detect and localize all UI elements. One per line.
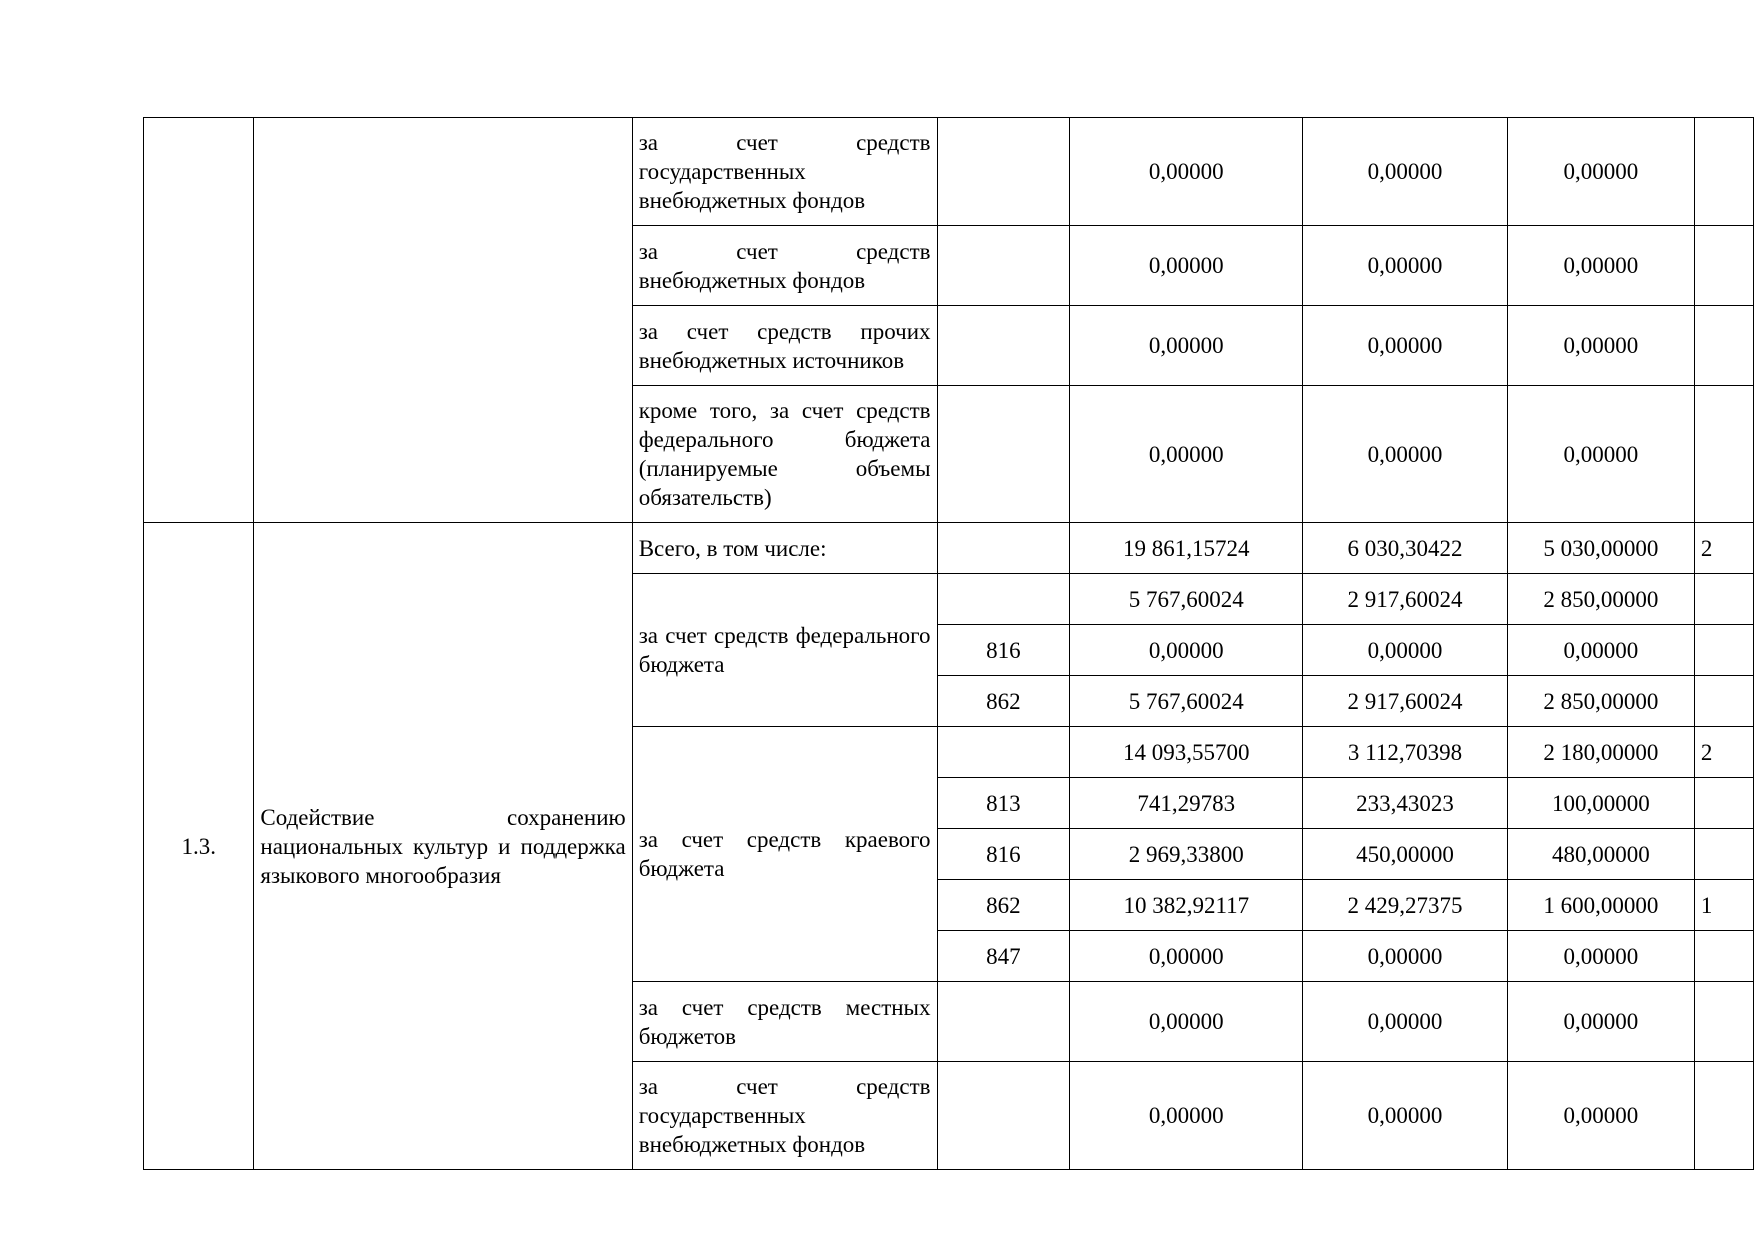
value-cell: 2 850,00000 bbox=[1507, 676, 1694, 727]
value-cell: 5 767,60024 bbox=[1070, 574, 1303, 625]
code-cell: 862 bbox=[937, 880, 1070, 931]
value-cell: 0,00000 bbox=[1070, 306, 1303, 386]
value-cell: 14 093,55700 bbox=[1070, 727, 1303, 778]
code-cell bbox=[937, 1062, 1070, 1170]
value-cell-cut: 2 bbox=[1694, 727, 1753, 778]
value-cell: 0,00000 bbox=[1507, 386, 1694, 523]
value-cell-cut bbox=[1694, 118, 1753, 226]
source-label: за счет средств прочих внебюджетных источников bbox=[632, 306, 937, 386]
value-cell-cut bbox=[1694, 306, 1753, 386]
value-cell: 5 767,60024 bbox=[1070, 676, 1303, 727]
code-cell: 862 bbox=[937, 676, 1070, 727]
value-cell-cut bbox=[1694, 931, 1753, 982]
value-cell: 0,00000 bbox=[1507, 226, 1694, 306]
value-cell: 0,00000 bbox=[1303, 306, 1508, 386]
value-cell-cut bbox=[1694, 982, 1753, 1062]
regional-label: за счет средств краевого бюджета bbox=[632, 727, 937, 982]
value-cell-cut bbox=[1694, 1062, 1753, 1170]
value-cell: 450,00000 bbox=[1303, 829, 1508, 880]
source-label: за счет средств государственных внебюджетных фондов bbox=[632, 118, 937, 226]
federal-label: за счет средств федерального бюджета bbox=[632, 574, 937, 727]
table-row bbox=[144, 118, 1754, 226]
code-cell bbox=[937, 727, 1070, 778]
value-cell-cut bbox=[1694, 574, 1753, 625]
value-cell: 233,43023 bbox=[1303, 778, 1508, 829]
item-name: Содействие сохранению национальных культур и поддержка языкового многообразия bbox=[254, 523, 632, 1170]
value-cell: 19 861,15724 bbox=[1070, 523, 1303, 574]
code-cell: 813 bbox=[937, 778, 1070, 829]
value-cell: 480,00000 bbox=[1507, 829, 1694, 880]
value-cell: 10 382,92117 bbox=[1070, 880, 1303, 931]
value-cell: 0,00000 bbox=[1303, 931, 1508, 982]
source-label: за счет средств внебюджетных фондов bbox=[632, 226, 937, 306]
value-cell: 0,00000 bbox=[1507, 931, 1694, 982]
value-cell: 0,00000 bbox=[1070, 1062, 1303, 1170]
value-cell: 0,00000 bbox=[1303, 226, 1508, 306]
budget-table bbox=[143, 117, 1754, 1170]
code-cell: 847 bbox=[937, 931, 1070, 982]
value-cell-cut bbox=[1694, 226, 1753, 306]
value-cell: 100,00000 bbox=[1507, 778, 1694, 829]
value-cell: 0,00000 bbox=[1507, 982, 1694, 1062]
value-cell: 0,00000 bbox=[1507, 306, 1694, 386]
value-cell: 0,00000 bbox=[1070, 386, 1303, 523]
value-cell-cut bbox=[1694, 625, 1753, 676]
value-cell: 2 850,00000 bbox=[1507, 574, 1694, 625]
value-cell-cut: 2 bbox=[1694, 523, 1753, 574]
source-label: кроме того, за счет средств федерального бюджета (планируемые объемы обязательств) bbox=[632, 386, 937, 523]
value-cell: 6 030,30422 bbox=[1303, 523, 1508, 574]
name-cell-empty bbox=[254, 118, 632, 523]
value-cell: 0,00000 bbox=[1070, 118, 1303, 226]
value-cell: 2 180,00000 bbox=[1507, 727, 1694, 778]
value-cell: 0,00000 bbox=[1507, 1062, 1694, 1170]
value-cell: 5 030,00000 bbox=[1507, 523, 1694, 574]
code-cell bbox=[937, 118, 1070, 226]
value-cell: 0,00000 bbox=[1507, 118, 1694, 226]
state-funds-label: за счет средств государственных внебюджетных фондов bbox=[632, 1062, 937, 1170]
value-cell-cut: 1 bbox=[1694, 880, 1753, 931]
value-cell: 0,00000 bbox=[1303, 1062, 1508, 1170]
value-cell-cut bbox=[1694, 829, 1753, 880]
code-cell bbox=[937, 523, 1070, 574]
index-cell-empty bbox=[144, 118, 254, 523]
value-cell: 3 112,70398 bbox=[1303, 727, 1508, 778]
value-cell: 0,00000 bbox=[1070, 625, 1303, 676]
value-cell-cut bbox=[1694, 386, 1753, 523]
value-cell-cut bbox=[1694, 778, 1753, 829]
value-cell: 1 600,00000 bbox=[1507, 880, 1694, 931]
value-cell: 2 429,27375 bbox=[1303, 880, 1508, 931]
item-index: 1.3. bbox=[144, 523, 254, 1170]
code-cell bbox=[937, 574, 1070, 625]
code-cell bbox=[937, 306, 1070, 386]
value-cell: 0,00000 bbox=[1303, 386, 1508, 523]
value-cell: 741,29783 bbox=[1070, 778, 1303, 829]
code-cell: 816 bbox=[937, 625, 1070, 676]
table-row bbox=[144, 523, 1754, 574]
local-label: за счет средств местных бюджетов bbox=[632, 982, 937, 1062]
code-cell bbox=[937, 982, 1070, 1062]
value-cell: 0,00000 bbox=[1303, 118, 1508, 226]
value-cell: 2 917,60024 bbox=[1303, 574, 1508, 625]
value-cell-cut bbox=[1694, 676, 1753, 727]
value-cell: 0,00000 bbox=[1303, 625, 1508, 676]
total-label: Всего, в том числе: bbox=[632, 523, 937, 574]
code-cell bbox=[937, 386, 1070, 523]
value-cell: 2 917,60024 bbox=[1303, 676, 1508, 727]
code-cell bbox=[937, 226, 1070, 306]
value-cell: 0,00000 bbox=[1070, 982, 1303, 1062]
code-cell: 816 bbox=[937, 829, 1070, 880]
value-cell: 0,00000 bbox=[1070, 226, 1303, 306]
value-cell: 0,00000 bbox=[1507, 625, 1694, 676]
value-cell: 0,00000 bbox=[1070, 931, 1303, 982]
value-cell: 2 969,33800 bbox=[1070, 829, 1303, 880]
value-cell: 0,00000 bbox=[1303, 982, 1508, 1062]
